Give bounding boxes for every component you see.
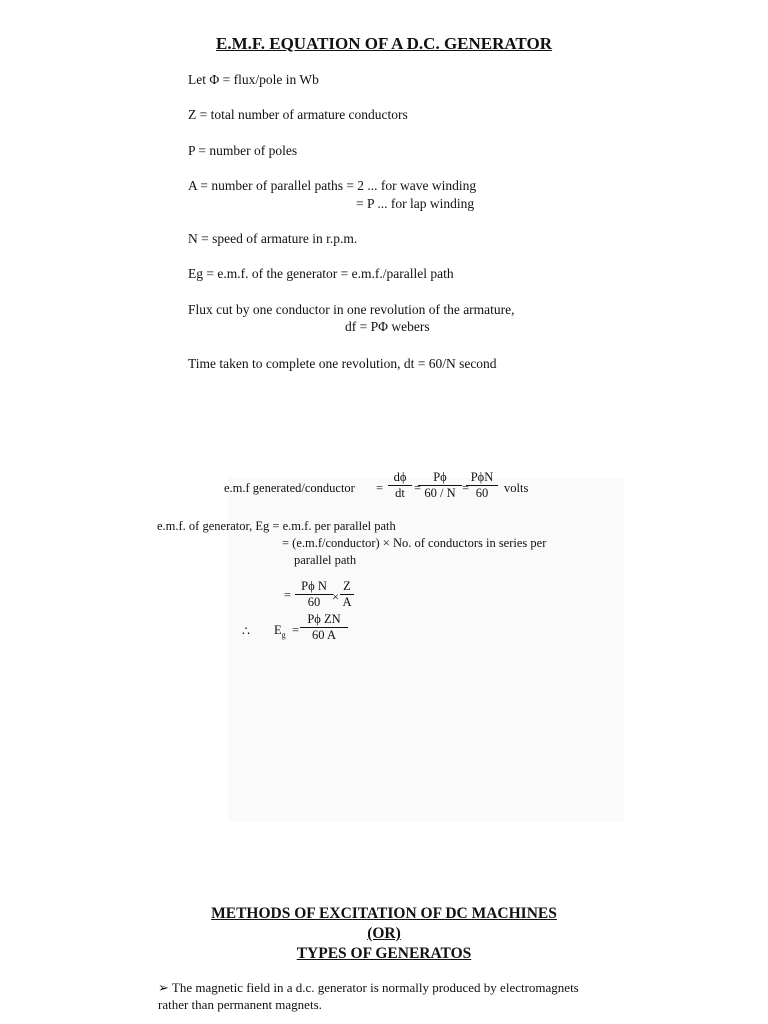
section-heading: METHODS OF EXCITATION OF DC MACHINES [211, 905, 557, 922]
section-heading-types: TYPES OF GENERATOS [296, 945, 472, 962]
generator-emf-line: e.m.f. of generator, Eg = e.m.f. per parallel path [157, 519, 396, 533]
definition-emf: Eg = e.m.f. of the generator = e.m.f./parallel path [188, 266, 454, 281]
section-heading-or: (OR) [367, 925, 401, 942]
equals-sign: = [376, 481, 384, 495]
fraction-denominator: A [342, 595, 352, 609]
fraction-numerator: PϕN [466, 470, 498, 486]
definition-parallel-paths: A = number of parallel paths = 2 ... for wave winding [188, 178, 477, 193]
fraction-z-a [340, 579, 354, 610]
equals-sign: = [414, 481, 422, 495]
therefore-symbol: ∴ [242, 624, 250, 638]
fraction-pphin-60 [466, 470, 498, 501]
fraction-denominator: 60 [475, 486, 489, 500]
equals-sign: = [292, 623, 300, 637]
definition-lap-winding: = P ... for lap winding [356, 196, 475, 211]
fraction-numerator: Pϕ N [295, 579, 333, 595]
paragraph-line: rather than permanent magnets. [158, 997, 322, 1012]
flux-cut-value: df = PΦ webers [345, 319, 430, 334]
definition-speed: N = speed of armature in r.p.m. [188, 231, 358, 246]
volts-unit: volts [504, 481, 529, 495]
eg-letter: E [274, 623, 282, 637]
times-sign: × [332, 590, 340, 604]
definition-conductors: Z = total number of armature conductors [188, 107, 408, 122]
eg-symbol [274, 623, 286, 640]
equals-sign: = [284, 588, 292, 602]
definition-poles: P = number of poles [188, 143, 298, 158]
paragraph-line [158, 980, 579, 996]
paragraph-text: The magnetic field in a d.c. generator is normally produced by electromagnets [171, 980, 579, 995]
fraction-numerator: Pϕ [418, 470, 462, 486]
equals-sign: = [462, 481, 470, 495]
fraction-numerator: Z [340, 579, 354, 595]
fraction-dphi-dt [388, 470, 412, 501]
fraction-numerator: dϕ [388, 470, 412, 486]
flux-cut-statement: Flux cut by one conductor in one revolution of the armature, [188, 302, 515, 317]
fraction-numerator: Pϕ ZN [300, 612, 348, 628]
bullet-arrow-icon: ➢ [158, 980, 169, 995]
eg-subscript: g [281, 630, 286, 640]
generator-emf-line: parallel path [294, 553, 357, 567]
generator-emf-line: = (e.m.f/conductor) × No. of conductors in series per [282, 536, 547, 550]
fraction-eg-final [300, 612, 348, 643]
fraction-denominator: dt [395, 486, 405, 500]
fraction-denominator: 60 [307, 595, 321, 609]
fraction-pphin-60 [295, 579, 333, 610]
fraction-denominator: 60 A [312, 628, 336, 642]
time-statement: Time taken to complete one revolution, dt = 60/N second [188, 356, 497, 371]
fraction-pphi-60n [418, 470, 462, 501]
emf-conductor-label: e.m.f generated/conductor [224, 481, 355, 495]
page-title: E.M.F. EQUATION OF A D.C. GENERATOR [216, 34, 552, 53]
definition-flux: Let Φ = flux/pole in Wb [188, 72, 319, 87]
fraction-denominator: 60 / N [424, 486, 456, 500]
